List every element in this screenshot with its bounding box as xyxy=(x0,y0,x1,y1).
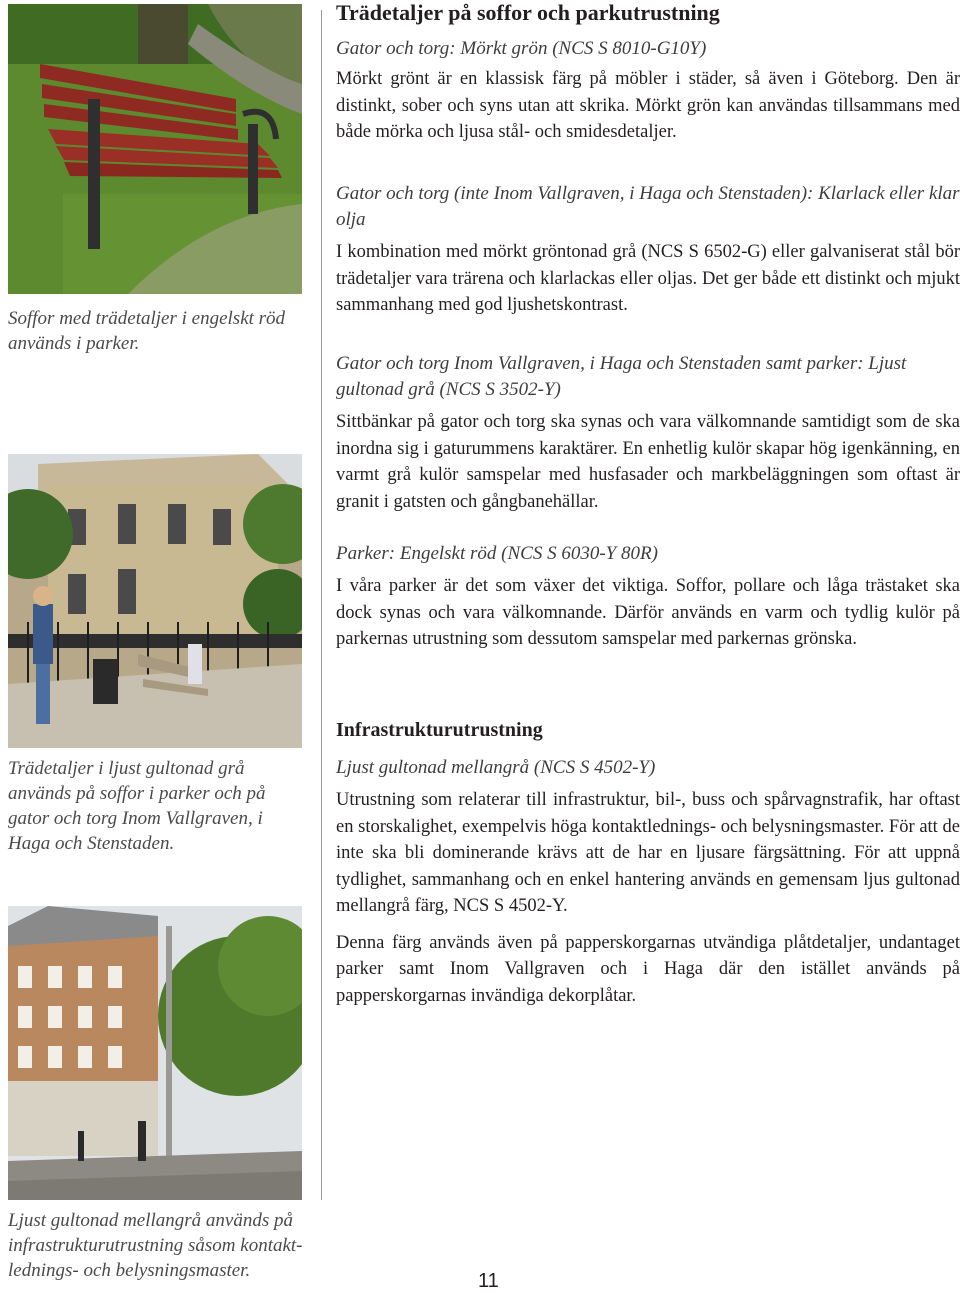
infra-photo xyxy=(8,906,302,1200)
bench-caption: Soffor med trädetaljer i engelskt röd används i parker. xyxy=(8,308,286,354)
square-photo xyxy=(8,454,302,748)
section-infrastructure xyxy=(336,717,960,1009)
section-dark-green xyxy=(336,0,960,146)
bench-photo xyxy=(8,4,302,294)
page-number: 11 xyxy=(478,1270,499,1292)
section-english-red xyxy=(336,541,960,653)
section-subheading: Parker: Engelskt röd (NCS S 6030-Y 80R) xyxy=(336,543,658,564)
section-subheading: Gator och torg (inte Inom Vallgraven, i Haga och Stenstaden): Klarlack eller klar olja xyxy=(336,183,960,230)
section-paragraph: Sittbänkar på gator och torg ska synas och vara välkomnande samtidigt som de ska inordna sig i gaturummens karaktärer. En enhetlig kulör skapar hög igenkänning, en varmt grå kulör samspelar med husfasader och markbeläggningen som oftast är granit i gatsten och gångbanehällar. xyxy=(336,412,960,512)
section-subheading: Gator och torg Inom Vallgraven, i Haga och Stenstaden samt parker: Ljust gultonad grå (NCS S 3502-Y) xyxy=(336,353,907,400)
infra-caption: Ljust gultonad mellangrå används på infrastrukturutrustning såsom kontakt-lednings- och belysningsmaster. xyxy=(8,1210,303,1281)
column-divider xyxy=(321,10,322,1200)
section-paragraph: I kombination med mörkt gröntonad grå (NCS S 6502-G) eller galvaniserat stål bör trädetaljer vara trärena och klarlackas eller oljas. Det ger både ett distinkt och mjukt sammanhang med god ljushetskontrast. xyxy=(336,242,960,315)
section-light-grey xyxy=(336,351,960,515)
section-clear-lacquer xyxy=(336,181,960,319)
section-paragraph: Utrustning som relaterar till infrastruktur, bil-, buss och spårvagnstrafik, har oftast en storskalighet, exempelvis höga kontaktlednings- och belysningsmaster. För att de inte ska bli dominerande krävs att de har en ljusare färgsättning. För att uppnå tydlighet, sammanhang och en enkel hantering används en gemensam ljus gultonad mellangrå färg, NCS S 4502-Y. xyxy=(336,790,960,916)
section-heading: Trädetaljer på soffor och parkutrustning xyxy=(336,0,720,25)
section-paragraph: I våra parker är det som växer det viktiga. Soffor, pollare och låga trästaket ska dock synas och vara välkomnande. Därför används en varm och tydlig kulör på parkernas utrustning som dessutom samspelar med parkernas grönska. xyxy=(336,576,960,649)
section-paragraph: Mörkt grönt är en klassisk färg på möbler i städer, så även i Göteborg. Den är distinkt, sober och syns utan att skrika. Mörkt grön kan användas tillsammans med både mörka och ljusa stål- och smidesdetaljer. xyxy=(336,69,960,142)
section-heading: Infrastrukturutrustning xyxy=(336,719,543,741)
section-subheading: Ljust gultonad mellangrå (NCS S 4502-Y) xyxy=(336,757,656,778)
section-paragraph: Denna färg används även på papperskorgarnas utvändiga plåtdetaljer, undantaget parker samt Inom Vallgraven och i Haga där den istället används på papperskorgarnas invändiga dekorplåtar. xyxy=(336,932,960,1006)
square-caption: Trädetaljer i ljust gultonad grå används på soffor i parker och på gator och torg Inom Vallgraven, i Haga och Stenstaden. xyxy=(8,758,266,854)
section-subheading: Gator och torg: Mörkt grön (NCS S 8010-G10Y) xyxy=(336,38,707,59)
